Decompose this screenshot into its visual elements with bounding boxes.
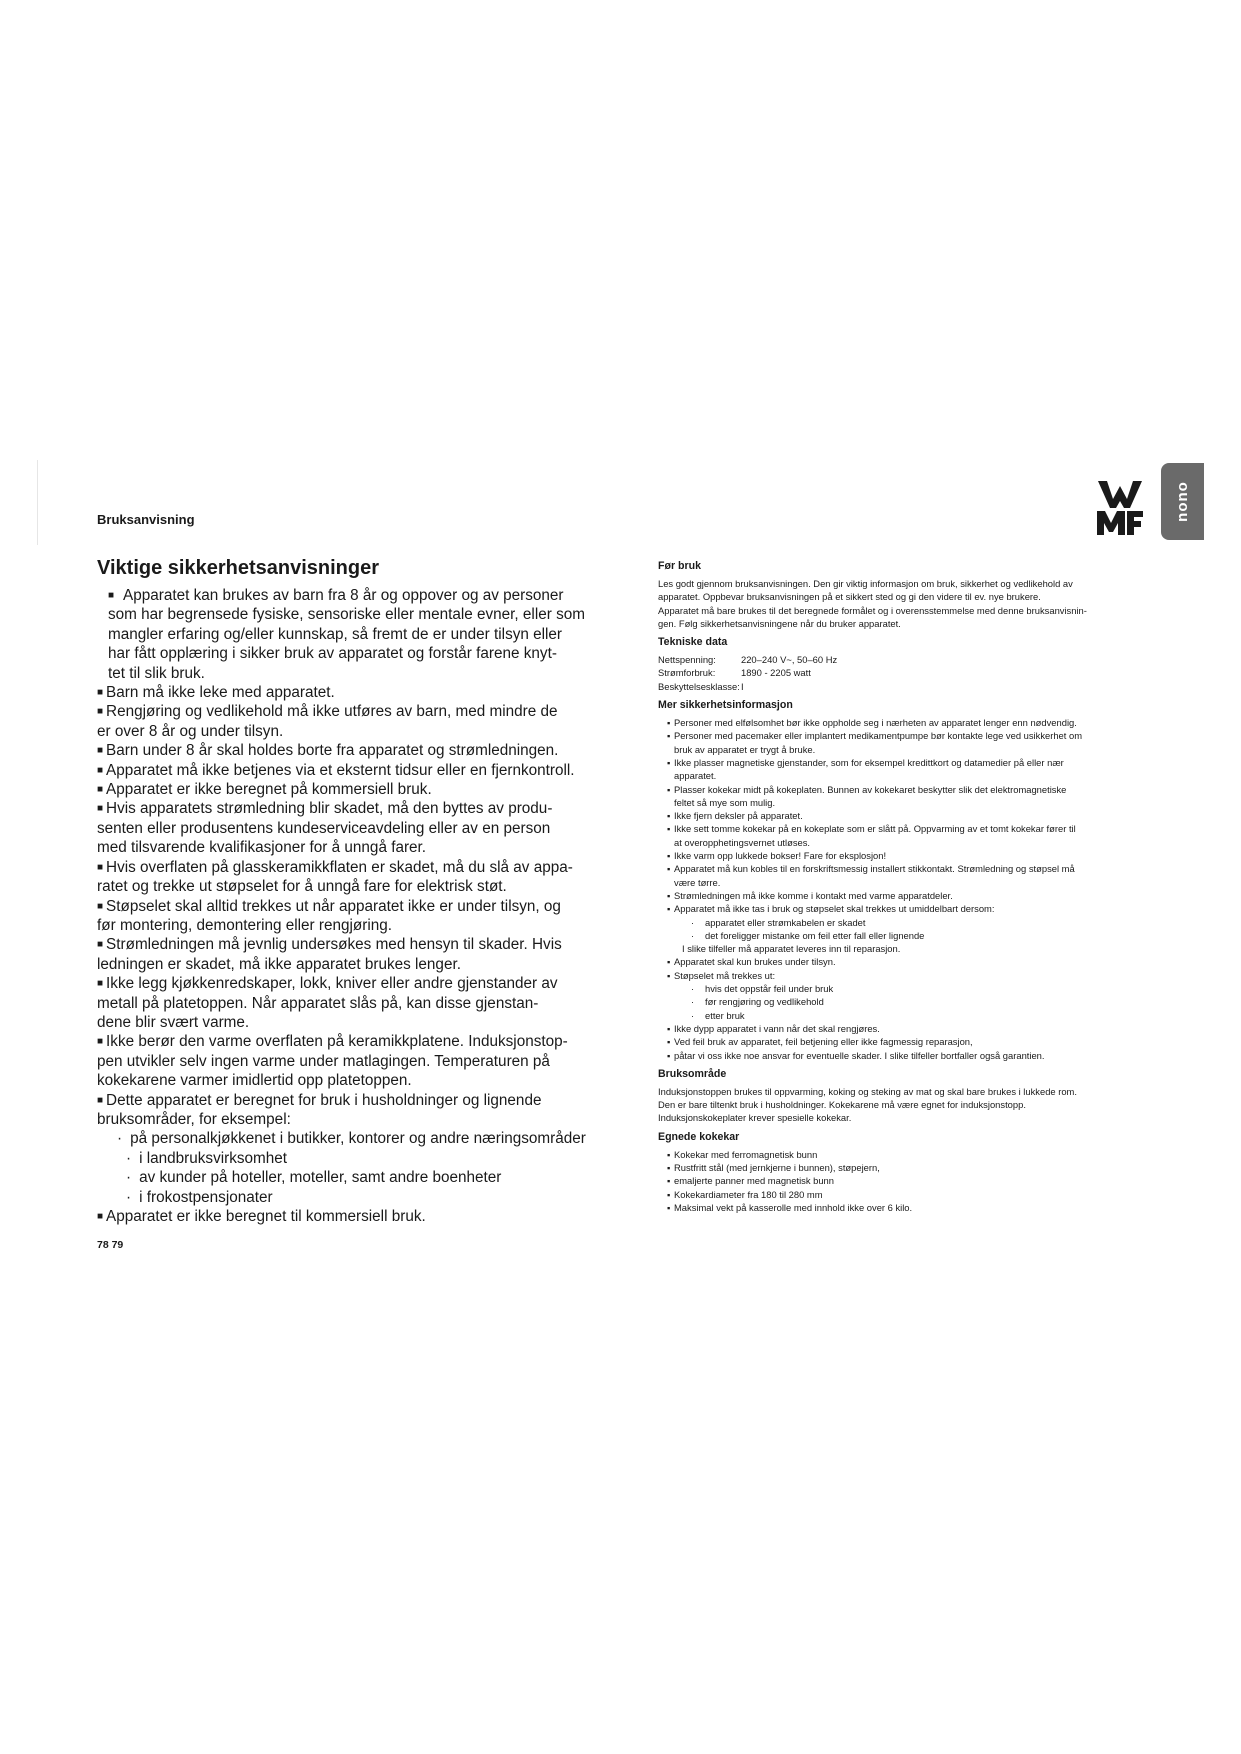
dot-bullet-icon: · (117, 1130, 123, 1148)
info-column (658, 560, 1148, 1220)
safety-info-item-text: Ikke dypp apparatet i vann når det skal rengjøres. (674, 1022, 880, 1034)
safety-info-item-text: Strømledningen må ikke komme i kontakt med varme apparatdeler. (674, 889, 953, 901)
cookware-item (667, 1201, 1148, 1214)
safety-info-item (667, 942, 1148, 955)
for-bruk-line: Apparatet må bare brukes til det beregnede formålet og i overensstemmelse med denne bruksanvisnin- (658, 604, 1087, 616)
dot-bullet-icon: · (691, 916, 695, 928)
square-bullet-icon: ▪ (667, 810, 671, 822)
safety-info-item (667, 862, 1148, 889)
square-bullet-icon: ▪ (667, 903, 671, 915)
cookware-item-text: emaljerte panner med magnetisk bunn (674, 1175, 834, 1187)
safety-list-text: er over 8 år og under tilsyn. (97, 722, 284, 740)
for-bruk-line: apparatet. Oppbevar bruksanvisningen på et sikkert sted og gi den videre til ev. nye brukere. (658, 591, 1041, 603)
safety-list-item (97, 1188, 597, 1207)
safety-list-text: Hvis apparatets strømledning blir skadet, må den byttes av produ- (106, 800, 553, 818)
safety-info-item (667, 1049, 1148, 1062)
square-bullet-icon: ▪ (667, 730, 671, 742)
safety-info-item-text: Personer med pacemaker eller implantert medikamentpumpe bør kontakte lege ved usikkerhet om (674, 730, 1083, 742)
safety-list-item (97, 935, 597, 974)
safety-list-item (97, 586, 597, 683)
safety-list-item (97, 897, 597, 936)
safety-list-text: dene blir svært varme. (97, 1013, 250, 1031)
safety-list-item (97, 1091, 597, 1130)
square-bullet-icon: ■ (97, 861, 104, 873)
square-bullet-icon: ■ (97, 803, 104, 815)
wmf-logo-icon (1096, 479, 1144, 537)
safety-info-item-text: hvis det oppstår feil under bruk (705, 983, 834, 995)
safety-info-item-text: Støpselet må trekkes ut: (674, 969, 776, 981)
safety-info-item (667, 716, 1148, 729)
safety-list-text: i landbruksvirksomhet (139, 1149, 288, 1167)
square-bullet-icon: ▪ (667, 1036, 671, 1048)
technical-data-label: Nettspenning: (658, 654, 716, 666)
safety-list-text: som har begrensede fysiske, sensoriske eller mentale evner, eller som (108, 606, 585, 624)
safety-list-text: Ikke legg kjøkkenredskaper, lokk, kniver eller andre gjenstander av (106, 975, 558, 993)
section-for-bruk (658, 560, 1148, 630)
document-header-title: Bruksanvisning (97, 512, 195, 527)
safety-list-item (97, 1207, 597, 1226)
safety-list-item (97, 1168, 597, 1187)
safety-info-item-text: at overopphetingsvernet utløses. (674, 836, 811, 848)
safety-list-item (97, 741, 597, 760)
safety-list-text: med tilsvarende kvalifikasjoner for å unngå farer. (97, 839, 427, 857)
cookware-item-text: Kokekardiameter fra 180 til 280 mm (674, 1188, 823, 1200)
section-title-tekniske-data: Tekniske data (658, 636, 728, 649)
safety-info-item-text: Ikke varm opp lukkede bokser! Fare for eksplosjon! (674, 850, 887, 862)
square-bullet-icon: ■ (97, 939, 104, 951)
safety-info-item (667, 1022, 1148, 1035)
safety-info-item-text: I slike tilfeller må apparatet leveres inn til reparasjon. (682, 943, 901, 955)
for-bruk-line: gen. Følg sikkerhetsanvisningene når du bruker apparatet. (658, 617, 901, 629)
language-tab[interactable] (1161, 463, 1204, 540)
safety-info-item (667, 822, 1148, 849)
safety-info-item-text: bruk av apparatet er trygt å bruke. (674, 743, 816, 755)
safety-info-item (667, 982, 1148, 995)
square-bullet-icon: ▪ (667, 1049, 671, 1061)
safety-info-item-text: Personer med elfølsomhet bør ikke oppholde seg i nærheten av apparatet lenger enn nødvendig. (674, 717, 1077, 729)
safety-info-item-text: Ikke fjern deksler på apparatet. (674, 810, 803, 822)
safety-list-text: Apparatet må ikke betjenes via et eksternt tidsur eller en fjernkontroll. (106, 761, 575, 779)
safety-list-item (97, 1129, 597, 1148)
safety-info-item-text: påtar vi oss ikke noe ansvar for eventuelle skader. I slike tilfeller bortfaller også garantien. (674, 1049, 1045, 1061)
section-title-mer-sikkerhet: Mer sikkerhetsinformasjon (658, 699, 793, 712)
cookware-item-text: Kokekar med ferromagnetisk bunn (674, 1148, 818, 1160)
safety-list-item (97, 1149, 597, 1168)
section-tekniske-data (658, 636, 1148, 693)
square-bullet-icon: ■ (97, 706, 104, 718)
safety-list-text: pen utvikler selv ingen varme under matlagingen. Temperaturen på (97, 1052, 550, 1070)
square-bullet-icon: ▪ (667, 956, 671, 968)
safety-info-item (667, 955, 1148, 968)
safety-info-item-text: Apparatet skal kun brukes under tilsyn. (674, 956, 836, 968)
safety-info-item-text: Ikke sett tomme kokekar på en kokeplate som er slått på. Oppvarming av et tomt kokekar fører til (674, 823, 1076, 835)
safety-info-item (667, 902, 1148, 915)
square-bullet-icon: ▪ (667, 1161, 671, 1173)
safety-info-item (667, 1035, 1148, 1048)
suitable-cookware-list (658, 1148, 1148, 1214)
safety-info-item-text: feltet så mye som mulig. (674, 796, 776, 808)
safety-list-item (97, 683, 597, 702)
safety-list-text: Hvis overflaten på glasskeramikkflaten er skadet, må du slå av appa- (106, 858, 573, 876)
safety-list-text: mangler erfaring og/eller kunnskap, så fremt de er under tilsyn eller (108, 625, 563, 643)
technical-data-label: Strømforbruk: (658, 667, 716, 679)
safety-info-item-text: apparatet eller strømkabelen er skadet (705, 916, 866, 928)
square-bullet-icon: ▪ (667, 889, 671, 901)
language-tab-label: nono (1174, 481, 1191, 522)
safety-list-text: Rengjøring og vedlikehold må ikke utføres av barn, med mindre de (106, 703, 558, 721)
safety-info-item (667, 995, 1148, 1008)
safety-info-item (667, 756, 1148, 783)
safety-list-text: Apparatet er ikke beregnet til kommersiell bruk. (106, 1208, 426, 1225)
safety-info-item (667, 889, 1148, 902)
safety-list-text: Ikke berør den varme overflaten på keramikkplatene. Induksjonstop- (106, 1033, 568, 1051)
safety-list-text: ledningen er skadet, må ikke apparatet brukes lenger. (97, 955, 461, 973)
safety-list-text: av kunder på hoteller, moteller, samt andre boenheter (139, 1169, 502, 1187)
dot-bullet-icon: · (691, 1009, 695, 1021)
square-bullet-icon: ▪ (667, 850, 671, 862)
square-bullet-icon: ▪ (667, 969, 671, 981)
safety-list-text: kokekarene varmer imidlertid opp platetoppen. (97, 1072, 412, 1090)
safety-list-item (97, 780, 597, 799)
square-bullet-icon: ▪ (667, 756, 671, 768)
square-bullet-icon: ■ (97, 1036, 104, 1048)
square-bullet-icon: ■ (97, 745, 104, 757)
square-bullet-icon: ■ (97, 687, 104, 699)
dot-bullet-icon: · (691, 929, 695, 941)
safety-list-text: ratet og trekke ut støpselet for å unngå fare for elektrisk støt. (97, 878, 507, 896)
safety-info-item (667, 1009, 1148, 1022)
safety-list-text: bruksområder, for eksempel: (97, 1110, 291, 1128)
technical-data-row (658, 653, 1148, 666)
cookware-item-text: Rustfritt stål (med jernkjerne i bunnen), støpejern, (674, 1161, 880, 1173)
safety-info-item (667, 916, 1148, 929)
section-mer-sikkerhet (658, 699, 1148, 1062)
technical-data-value: 1890 - 2205 watt (741, 667, 811, 679)
for-bruk-line: Les godt gjennom bruksanvisningen. Den gir viktig informasjon om bruk, sikkerhet og vedlikehold av (658, 578, 1073, 589)
section-title-for-bruk: Før bruk (658, 560, 701, 572)
safety-list-text: i frokostpensjonater (139, 1188, 273, 1206)
safety-info-item-text: det foreligger mistanke om feil etter fall eller lignende (705, 929, 925, 941)
technical-data-table (658, 653, 1148, 693)
square-bullet-icon: ▪ (667, 1175, 671, 1187)
safety-info-item-text: Ved feil bruk av apparatet, feil betjening eller ikke fagmessig reparasjon, (674, 1036, 973, 1048)
cookware-item (667, 1174, 1148, 1187)
bruksomrade-line: Den er bare tiltenkt bruk i husholdninger. Kokekarene må være egnet for induksjonstopp. (658, 1099, 1026, 1111)
square-bullet-icon: ■ (97, 1211, 104, 1222)
bruksomrade-line: Induksjonstoppen brukes til oppvarming, koking og steking av mat og skal bare brukes i lukkede rom. (658, 1085, 1077, 1097)
safety-list-text: på personalkjøkkenet i butikker, kontorer og andre næringsområder (130, 1130, 586, 1148)
safety-list-text: tet til slik bruk. (108, 664, 205, 682)
safety-info-list (658, 716, 1148, 1062)
safety-list-text: Barn må ikke leke med apparatet. (106, 684, 335, 702)
safety-list-text: Støpselet skal alltid trekkes ut når apparatet ikke er under tilsyn, og (106, 897, 561, 915)
square-bullet-icon: ■ (97, 900, 104, 912)
square-bullet-icon: ▪ (667, 1022, 671, 1034)
square-bullet-icon: ▪ (667, 823, 671, 835)
section-egnede-kokekar (658, 1131, 1148, 1214)
square-bullet-icon: ▪ (667, 717, 671, 729)
technical-data-row (658, 680, 1148, 693)
safety-info-item (667, 729, 1148, 756)
dot-bullet-icon: · (691, 996, 695, 1008)
safety-info-item-text: før rengjøring og vedlikehold (705, 996, 824, 1008)
dot-bullet-icon: · (126, 1149, 132, 1167)
technical-data-value: I (741, 680, 744, 692)
technical-data-row (658, 666, 1148, 679)
cookware-item (667, 1161, 1148, 1174)
safety-instructions-title: Viktige sikkerhetsanvisninger (97, 557, 379, 579)
safety-info-item-text: etter bruk (705, 1009, 745, 1021)
safety-list-item (97, 974, 597, 1032)
safety-list-item (97, 1032, 597, 1090)
square-bullet-icon: ■ (97, 1094, 104, 1106)
safety-list-item (97, 702, 597, 741)
dot-bullet-icon: · (691, 983, 695, 995)
square-bullet-icon: ■ (97, 784, 104, 796)
safety-info-item (667, 809, 1148, 822)
safety-instructions-list (97, 586, 597, 1226)
safety-list-text: Dette apparatet er beregnet for bruk i husholdninger og lignende (106, 1091, 542, 1109)
section-title-egnede-kokekar: Egnede kokekar (658, 1130, 740, 1143)
safety-info-item (667, 849, 1148, 862)
square-bullet-icon: ▪ (667, 1148, 671, 1160)
dot-bullet-icon: · (126, 1169, 132, 1187)
safety-list-text: senten eller produsentens kundeserviceavdeling eller av en person (97, 819, 551, 837)
bruksomrade-line: Induksjonskokeplater krever spesielle kokekar. (658, 1112, 852, 1124)
cookware-item (667, 1148, 1148, 1161)
safety-info-item (667, 783, 1148, 810)
safety-info-item-text: Apparatet må ikke tas i bruk og støpselet skal trekkes ut umiddelbart dersom: (674, 903, 995, 915)
bruksomrade-text (658, 1085, 1148, 1125)
dot-bullet-icon: · (126, 1188, 132, 1206)
safety-list-item (97, 858, 597, 897)
page-numbers: 78 79 (97, 1239, 124, 1251)
cookware-item (667, 1188, 1148, 1201)
safety-info-item-text: Ikke plasser magnetiske gjenstander, som for eksempel kredittkort og datamedier på eller nær (674, 756, 1064, 768)
safety-list-text: har fått opplæring i sikker bruk av apparatet og forstår farene knyt- (108, 645, 557, 663)
safety-list-item (97, 761, 597, 780)
square-bullet-icon: ■ (97, 978, 104, 990)
square-bullet-icon: ▪ (667, 863, 671, 875)
safety-info-item-text: være tørre. (674, 876, 721, 888)
safety-list-item (97, 799, 597, 857)
for-bruk-text (658, 577, 1148, 630)
square-bullet-icon: ▪ (667, 1201, 671, 1213)
safety-info-item (667, 969, 1148, 982)
technical-data-value: 220–240 V~, 50–60 Hz (741, 654, 838, 666)
square-bullet-icon: ▪ (667, 783, 671, 795)
page-fold-line (37, 460, 38, 545)
cookware-item-text: Maksimal vekt på kasserolle med innhold ikke over 6 kilo. (674, 1201, 913, 1213)
safety-info-item-text: Apparatet må kun kobles til en forskriftsmessig installert stikkontakt. Strømledning og støpsel må (674, 863, 1075, 875)
safety-list-text: Apparatet er ikke beregnet på kommersiell bruk. (106, 781, 432, 799)
safety-list-text: Apparatet kan brukes av barn fra 8 år og oppover og av personer (123, 587, 564, 604)
safety-info-item (667, 929, 1148, 942)
square-bullet-icon: ▪ (667, 1188, 671, 1200)
safety-info-item-text: apparatet. (674, 770, 717, 782)
section-bruksomrade (658, 1068, 1148, 1125)
square-bullet-icon: ■ (97, 764, 104, 776)
safety-info-item-text: Plasser kokekar midt på kokeplaten. Bunnen av kokekaret beskytter slik det elektromagnetiske (674, 783, 1067, 795)
square-bullet-icon: ■ (108, 590, 115, 601)
safety-instructions-column (97, 556, 597, 1226)
safety-list-text: før montering, demontering eller rengjøring. (97, 916, 393, 934)
safety-list-text: Barn under 8 år skal holdes borte fra apparatet og strømledningen. (106, 742, 559, 760)
safety-list-text: metall på platetoppen. Når apparatet slås på, kan disse gjenstan- (97, 994, 539, 1012)
section-title-bruksomrade: Bruksområde (658, 1067, 727, 1080)
safety-list-text: Strømledningen må jevnlig undersøkes med hensyn til skader. Hvis (106, 936, 562, 954)
technical-data-label: Beskyttelsesklasse: (658, 680, 740, 692)
